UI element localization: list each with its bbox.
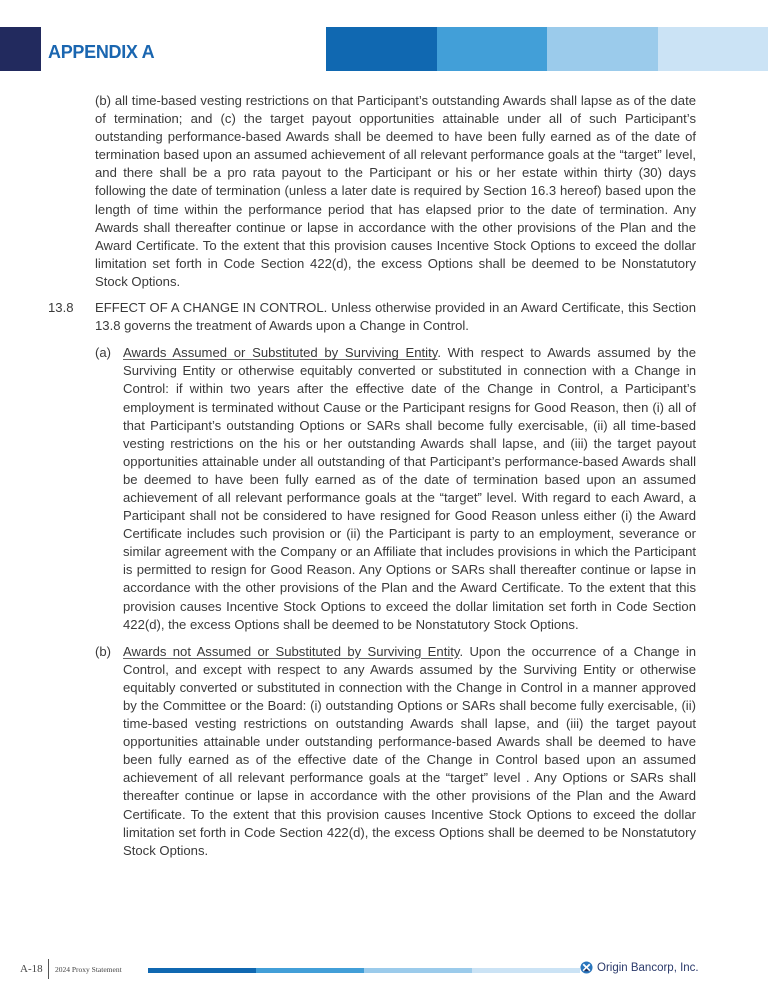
- intro-paragraph: (b) all time-based vesting restrictions on that Participant’s outstanding Awards shall lapse as of the date of termination; and (c) the target payout opportunities attainable under all of such Participant’s outstanding performance-based Awards shall be deemed to have been fully earned as of the date of termination based upon an assumed achievement of all relevant performance goals at the “target” level, and there shall be a pro rata payout to the Participant or his or her estate within thirty (30) days following the date of termination (unless a later date is required by Section 16.3 hereof) based upon the length of time within the performance period that has elapsed prior to the date of termination. Any Awards shall thereafter continue or lapse in accordance with the other provisions of the Plan and the Award Certificate. To the extent that this provision causes Incentive Stock Options to exceed the dollar limitation set forth in Code Section 422(d), the excess Options shall be deemed to be Nonstatutory Stock Options.: [95, 93, 696, 289]
- header-bar-1: [326, 27, 437, 71]
- document-body: [48, 92, 696, 860]
- footer-divider: [48, 959, 49, 979]
- subsection-b: [48, 643, 696, 860]
- section-text: EFFECT OF A CHANGE IN CONTROL. Unless otherwise provided in an Award Certificate, this Section 13.8 governs the treatment of Awards upon a Change in Control.: [95, 300, 696, 334]
- company-logo: [580, 961, 699, 974]
- subsection-a: [48, 344, 696, 634]
- subsection-heading: Awards Assumed or Substituted by Surviving Entity: [123, 345, 438, 361]
- subsection-text: [123, 643, 696, 860]
- subsection-body: . Upon the occurrence of a Change in Control, and except with respect to any Awards assumed by the Surviving Entity or otherwise equitably converted or substituted in connection with the Change in Control in a manner approved by the Committee or the Board: (i) outstanding Options or SARs shall become fully exercisable, (ii) time-based vesting restrictions on outstanding Awards shall lapse, and (iii) the target payout opportunities attainable under outstanding performance-based Awards shall be deemed to have been fully earned as of the effective date of the Change in Control based upon an assumed achievement of all relevant performance goals at the “target” level . Any Options or SARs shall thereafter continue or lapse in accordance with the other provisions of the Plan and the Award Certificate. To the extent that this provision causes Incentive Stock Options to exceed the dollar limitation set forth in Code Section 422(d), the excess Options shall be deemed to be Nonstatutory Stock Options.: [123, 643, 697, 858]
- header-bar-2: [437, 27, 548, 71]
- subsection-heading: Awards not Assumed or Substituted by Surviving Entity: [123, 643, 460, 659]
- section-13-8: [48, 299, 696, 335]
- header-color-bars: [326, 27, 768, 71]
- section-number: 13.8: [48, 300, 74, 316]
- subsection-text: [123, 344, 696, 634]
- footer-bar-1: [148, 968, 256, 973]
- header-bar-4: [658, 27, 768, 71]
- page-title: APPENDIX A: [48, 42, 155, 62]
- subsection-label: (b): [95, 643, 112, 659]
- footer-bar-3: [364, 968, 472, 973]
- subsection-body: . With respect to Awards assumed by the Surviving Entity or otherwise equitably converted or substituted in connection with a Change in Control: if within two years after the effective date of the Change in Control, a Participant’s employment is terminated without Cause or the Participant resigns for Good Reason, then (i) all of that Participant’s outstanding Options or SARs shall become fully exercisable, (ii) all time-based vesting restrictions on the his or her outstanding Awards shall lapse, and (iii) the target payout opportunities attainable under all outstanding of that Participant’s performance-based Awards shall be deemed to have been fully earned as of the date of termination based upon an assumed achievement of all relevant performance goals at the “target” level. With regard to each Award, a Participant shall not be considered to have resigned for Good Reason unless either (i) the Award Certificate includes such provision or (ii) the Participant is party to an employment, severance or similar agreement with the Company or an Affiliate that includes provisions in which the Participant is permitted to resign for Good Reason. Any Options or SARs shall thereafter continue or lapse in accordance with the other provisions of the Plan and the Award Certificate. To the extent that this provision causes Incentive Stock Options to exceed the dollar limitation set forth in Code Section 422(d), the excess Options shall be deemed to be Nonstatutory Stock Options.: [123, 345, 696, 632]
- page-footer: [0, 957, 768, 983]
- footer-color-bars: [148, 968, 580, 973]
- company-name: Origin Bancorp, Inc.: [597, 961, 699, 974]
- origin-x-logo-icon: [580, 961, 593, 974]
- footer-bar-2: [256, 968, 364, 973]
- footer-bar-4: [472, 968, 580, 973]
- header-bar-3: [547, 27, 658, 71]
- document-title: 2024 Proxy Statement: [55, 965, 122, 974]
- header-brand-square: [0, 27, 41, 71]
- page-number: A-18: [20, 963, 43, 975]
- subsection-label: (a): [95, 345, 112, 361]
